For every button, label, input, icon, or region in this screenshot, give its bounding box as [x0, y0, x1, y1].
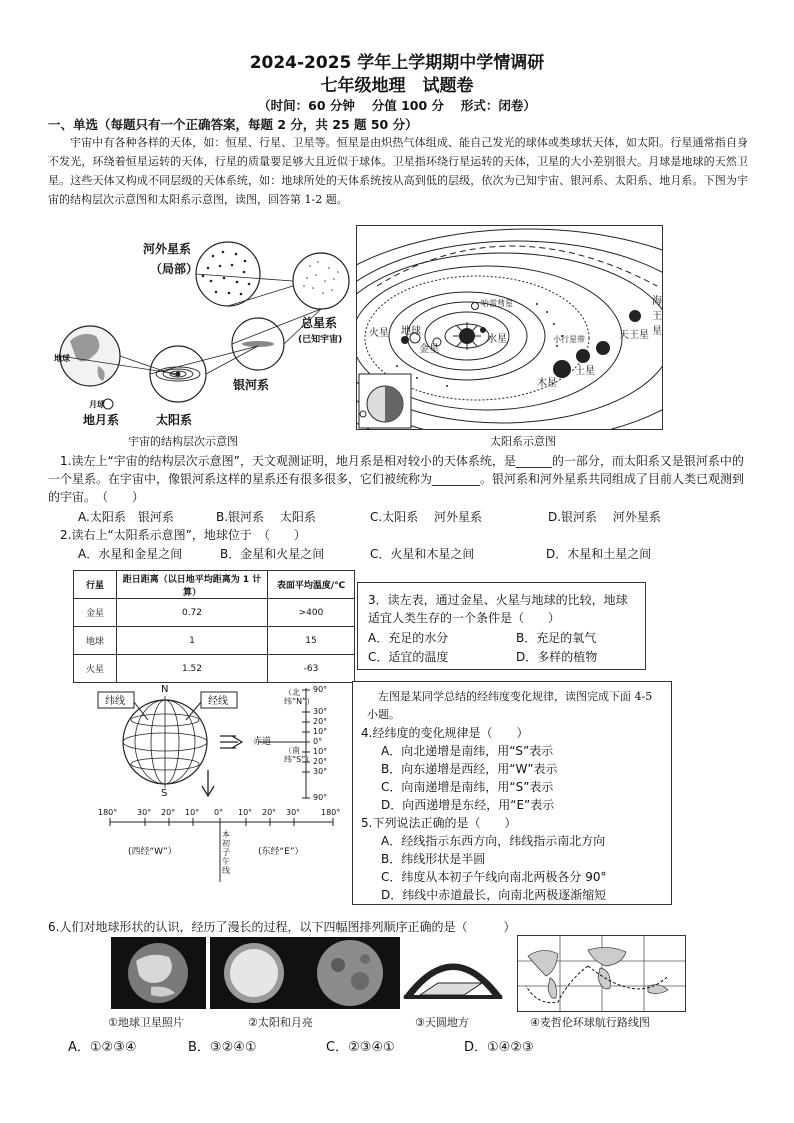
table-cell: 火星	[74, 655, 117, 683]
label-taiyang: 太阳系	[156, 413, 193, 427]
table-cell: 地球	[74, 627, 117, 655]
label-beiwei: （北纬“N”）	[284, 688, 315, 706]
q3-option-c[interactable]: C．适宜的温度	[368, 650, 449, 664]
label-benchu: 本初子午线	[222, 830, 230, 875]
table-row	[74, 627, 355, 655]
question-4: 4.经纬度的变化规律是（ ）	[361, 726, 529, 740]
q1-option-b[interactable]: B.银河系 太阳系	[216, 510, 316, 524]
q1-option-d[interactable]: D.银河系 河外星系	[548, 510, 661, 524]
q6-caption-2: ②太阳和月亮	[248, 1016, 313, 1029]
magellan-route-map	[518, 936, 685, 1011]
table-header: 表面平均温度/℃	[268, 571, 355, 599]
lon-tick: 10°	[238, 808, 253, 817]
lat-tick: 90°	[313, 793, 328, 802]
caption-solar-system: 太阳系示意图	[490, 435, 556, 448]
lon-tick: 30°	[137, 808, 152, 817]
label-zong-sub: (已知宇宙)	[298, 335, 343, 345]
latlon-drawing	[48, 682, 350, 892]
label-jin: 金星	[419, 344, 439, 355]
q4-option-c[interactable]: C．向南递增是南纬，用“S”表示	[381, 780, 554, 794]
lat-tick: 0°	[313, 737, 323, 746]
q2-option-a[interactable]: A．水星和金星之间	[78, 547, 183, 561]
exam-title: 2024-2025 学年上学期期中学情调研	[249, 53, 545, 73]
lon-tick: 10°	[185, 808, 200, 817]
label-huixing: 哈雷彗星	[481, 299, 513, 308]
lat-tick: 20°	[313, 757, 328, 766]
solar-system-figure	[356, 225, 663, 430]
q6-image-2	[210, 937, 400, 1009]
label-n: N	[161, 684, 169, 695]
q6-option-d[interactable]: D．①④②③	[464, 1040, 534, 1055]
question-5: 5.下列说法正确的是（ ）	[361, 816, 517, 830]
question-45-box	[352, 681, 672, 905]
q5-option-d[interactable]: D．纬线中赤道最长，向南北两极逐渐缩短	[381, 888, 607, 902]
q3-option-a[interactable]: A．充足的水分	[368, 631, 449, 645]
label-di: 地球	[401, 326, 421, 337]
lat-tick: 30°	[313, 707, 328, 716]
label-haiwang-text: 海王星	[652, 296, 662, 337]
q6-caption-3: ③天圆地方	[415, 1016, 469, 1029]
lon-tick: 0°	[214, 808, 224, 817]
label-xijing: (西经“W”）	[128, 847, 177, 857]
label-tianwang: 天王星	[619, 330, 649, 341]
table-cell: -63	[268, 655, 355, 683]
q2-option-c[interactable]: C．火星和木星之间	[370, 547, 475, 561]
q6-option-a[interactable]: A．①②③④	[68, 1040, 137, 1055]
table-cell: 金星	[74, 599, 117, 627]
q6-image-1	[111, 937, 206, 1009]
table-row	[74, 655, 355, 683]
lat-tick: 30°	[313, 767, 328, 776]
lat-tick: 10°	[313, 727, 328, 736]
q6-option-c[interactable]: C．②③④①	[326, 1040, 395, 1055]
table-cell: 0.72	[117, 599, 268, 627]
question-6: 6.人们对地球形状的认识，经历了漫长的过程，以下四幅图排列顺序正确的是（ ）	[48, 920, 516, 934]
lat-tick: 90°	[313, 685, 328, 694]
q4-option-a[interactable]: A．向北递增是南纬，用“S”表示	[381, 744, 554, 758]
label-jubu: （局部）	[150, 262, 199, 276]
question-1: 1.读左上“宇宙的结构层次示意图”，天文观测证明，地月系是相对较小的天体系统，是______的一部分，而太阳系又是银河系中的一个星系。在宇宙中，像银河系这样的星系还有很多很多，它们被统称为________。银河系和河外星系共同组成了目前人类已观测到的宇宙。 （ ）	[48, 454, 745, 504]
label-mu: 木星	[537, 378, 557, 389]
label-hewai: 河外星系	[143, 242, 192, 256]
planet-table	[73, 570, 355, 683]
q2-option-b[interactable]: B．金星和火星之间	[220, 547, 325, 561]
table-cell: 1.52	[117, 655, 268, 683]
lat-tick: 10°	[313, 747, 328, 756]
lon-tick: 30°	[286, 808, 301, 817]
label-diqiu: 地球	[54, 354, 70, 363]
table-row	[74, 599, 355, 627]
lon-tick: 180°	[98, 808, 118, 817]
label-chidao: 赤道	[253, 737, 272, 747]
lon-tick: 180°	[321, 808, 341, 817]
label-xiaoxing: 小行星带	[553, 335, 585, 344]
exam-meta: （时间：60 分钟 分值 100 分 形式：闭卷）	[258, 98, 536, 113]
label-jingxian: 经线	[208, 696, 228, 707]
label-zong: 总星系	[301, 316, 338, 330]
lon-tick: 20°	[161, 808, 176, 817]
q6-option-b[interactable]: B．③②④①	[188, 1040, 257, 1055]
universe-structure-figure	[48, 226, 353, 431]
q6-caption-4: ④麦哲伦环球航行路线图	[530, 1016, 650, 1029]
q5-option-c[interactable]: C．纬度从本初子午线向南北两极各分 90°	[381, 870, 607, 884]
label-yinhe: 银河系	[233, 378, 270, 392]
q5-option-b[interactable]: B．纬线形状是半圆	[381, 852, 486, 866]
round-sky-square-earth-drawing	[398, 937, 508, 1009]
q4-option-d[interactable]: D．向西递增是东经，用“E”表示	[381, 798, 555, 812]
label-s: S	[161, 788, 168, 799]
section-heading: 一、单选（每题只有一个正确答案，每题 2 分，共 25 题 50 分）	[48, 117, 418, 132]
q5-option-a[interactable]: A．经线指示东西方向，纬线指示南北方向	[381, 834, 606, 848]
q4-option-b[interactable]: B．向东递增是西经，用“W”表示	[381, 762, 558, 776]
q1-option-c[interactable]: C.太阳系 河外星系	[370, 510, 483, 524]
q3-option-b[interactable]: B．充足的氧气	[516, 631, 597, 645]
label-nanwei: （南纬“S”）	[284, 746, 314, 764]
table-cell: 1	[117, 627, 268, 655]
label-diyue: 地月系	[83, 413, 120, 427]
caption-universe-structure: 宇宙的结构层次示意图	[128, 435, 238, 448]
label-tu: 土星	[575, 366, 595, 377]
table-cell: >400	[268, 599, 355, 627]
table-header: 行星	[74, 571, 117, 599]
label-weixian: 纬线	[105, 696, 125, 707]
exam-subtitle: 七年级地理 试题卷	[320, 76, 474, 96]
label-haiwang	[652, 292, 662, 337]
lat-tick: 20°	[313, 717, 328, 726]
question-3-box	[357, 582, 646, 670]
latlon-figure	[48, 682, 350, 892]
table-header-row	[74, 571, 355, 599]
q2-option-d[interactable]: D．木星和土星之间	[546, 547, 652, 561]
sun-moon-photo	[210, 937, 400, 1009]
q6-image-3	[398, 937, 508, 1009]
table-header: 距日距离（以日地平均距离为 1 计算）	[117, 571, 268, 599]
q45-intro: 左图是某同学总结的经纬度变化规律，读图完成下面 4-5 小题。	[367, 690, 653, 721]
satellite-photo	[111, 937, 206, 1009]
q6-image-4	[517, 935, 686, 1012]
label-shui: 水星	[487, 334, 507, 345]
q3-option-d[interactable]: D．多样的植物	[516, 650, 598, 664]
question-2: 2.读右上“太阳系示意图”，地球位于 （ ）	[60, 528, 306, 542]
label-yueqiu: 月球	[89, 400, 105, 409]
label-dongjing: (东经“E”）	[258, 847, 304, 857]
lon-tick: 20°	[262, 808, 277, 817]
question-3: 3．读左表，通过金星、火星与地球的比较，地球适宜人类生存的一个条件是（ ）	[368, 593, 628, 625]
q6-caption-1: ①地球卫星照片	[108, 1016, 184, 1029]
section-intro: 宇宙中有各种各样的天体，如：恒星、行星、卫星等。恒星是由炽热气体组成、能自己发光的球体或类球状天体，如太阳。行星通常指自身不发光，环绕着恒星运转的天体，行星的质量要足够大且近似于球体。卫星指环绕行星运转的天体，卫星的大小差别很大。月球是地球的天然卫星。这些天体又构成不同层级的天体系统，如：地球所处的天体系统按从高到低的层级，依次为已知宇宙、银河系、太阳系、地月系。下图为宇宙的结构层次示意图和太阳系示意图，读图，回答第 1-2 题。	[48, 136, 748, 206]
q1-option-a[interactable]: A.太阳系 银河系	[78, 510, 174, 524]
table-cell: 15	[268, 627, 355, 655]
label-huo: 火星	[369, 328, 389, 339]
